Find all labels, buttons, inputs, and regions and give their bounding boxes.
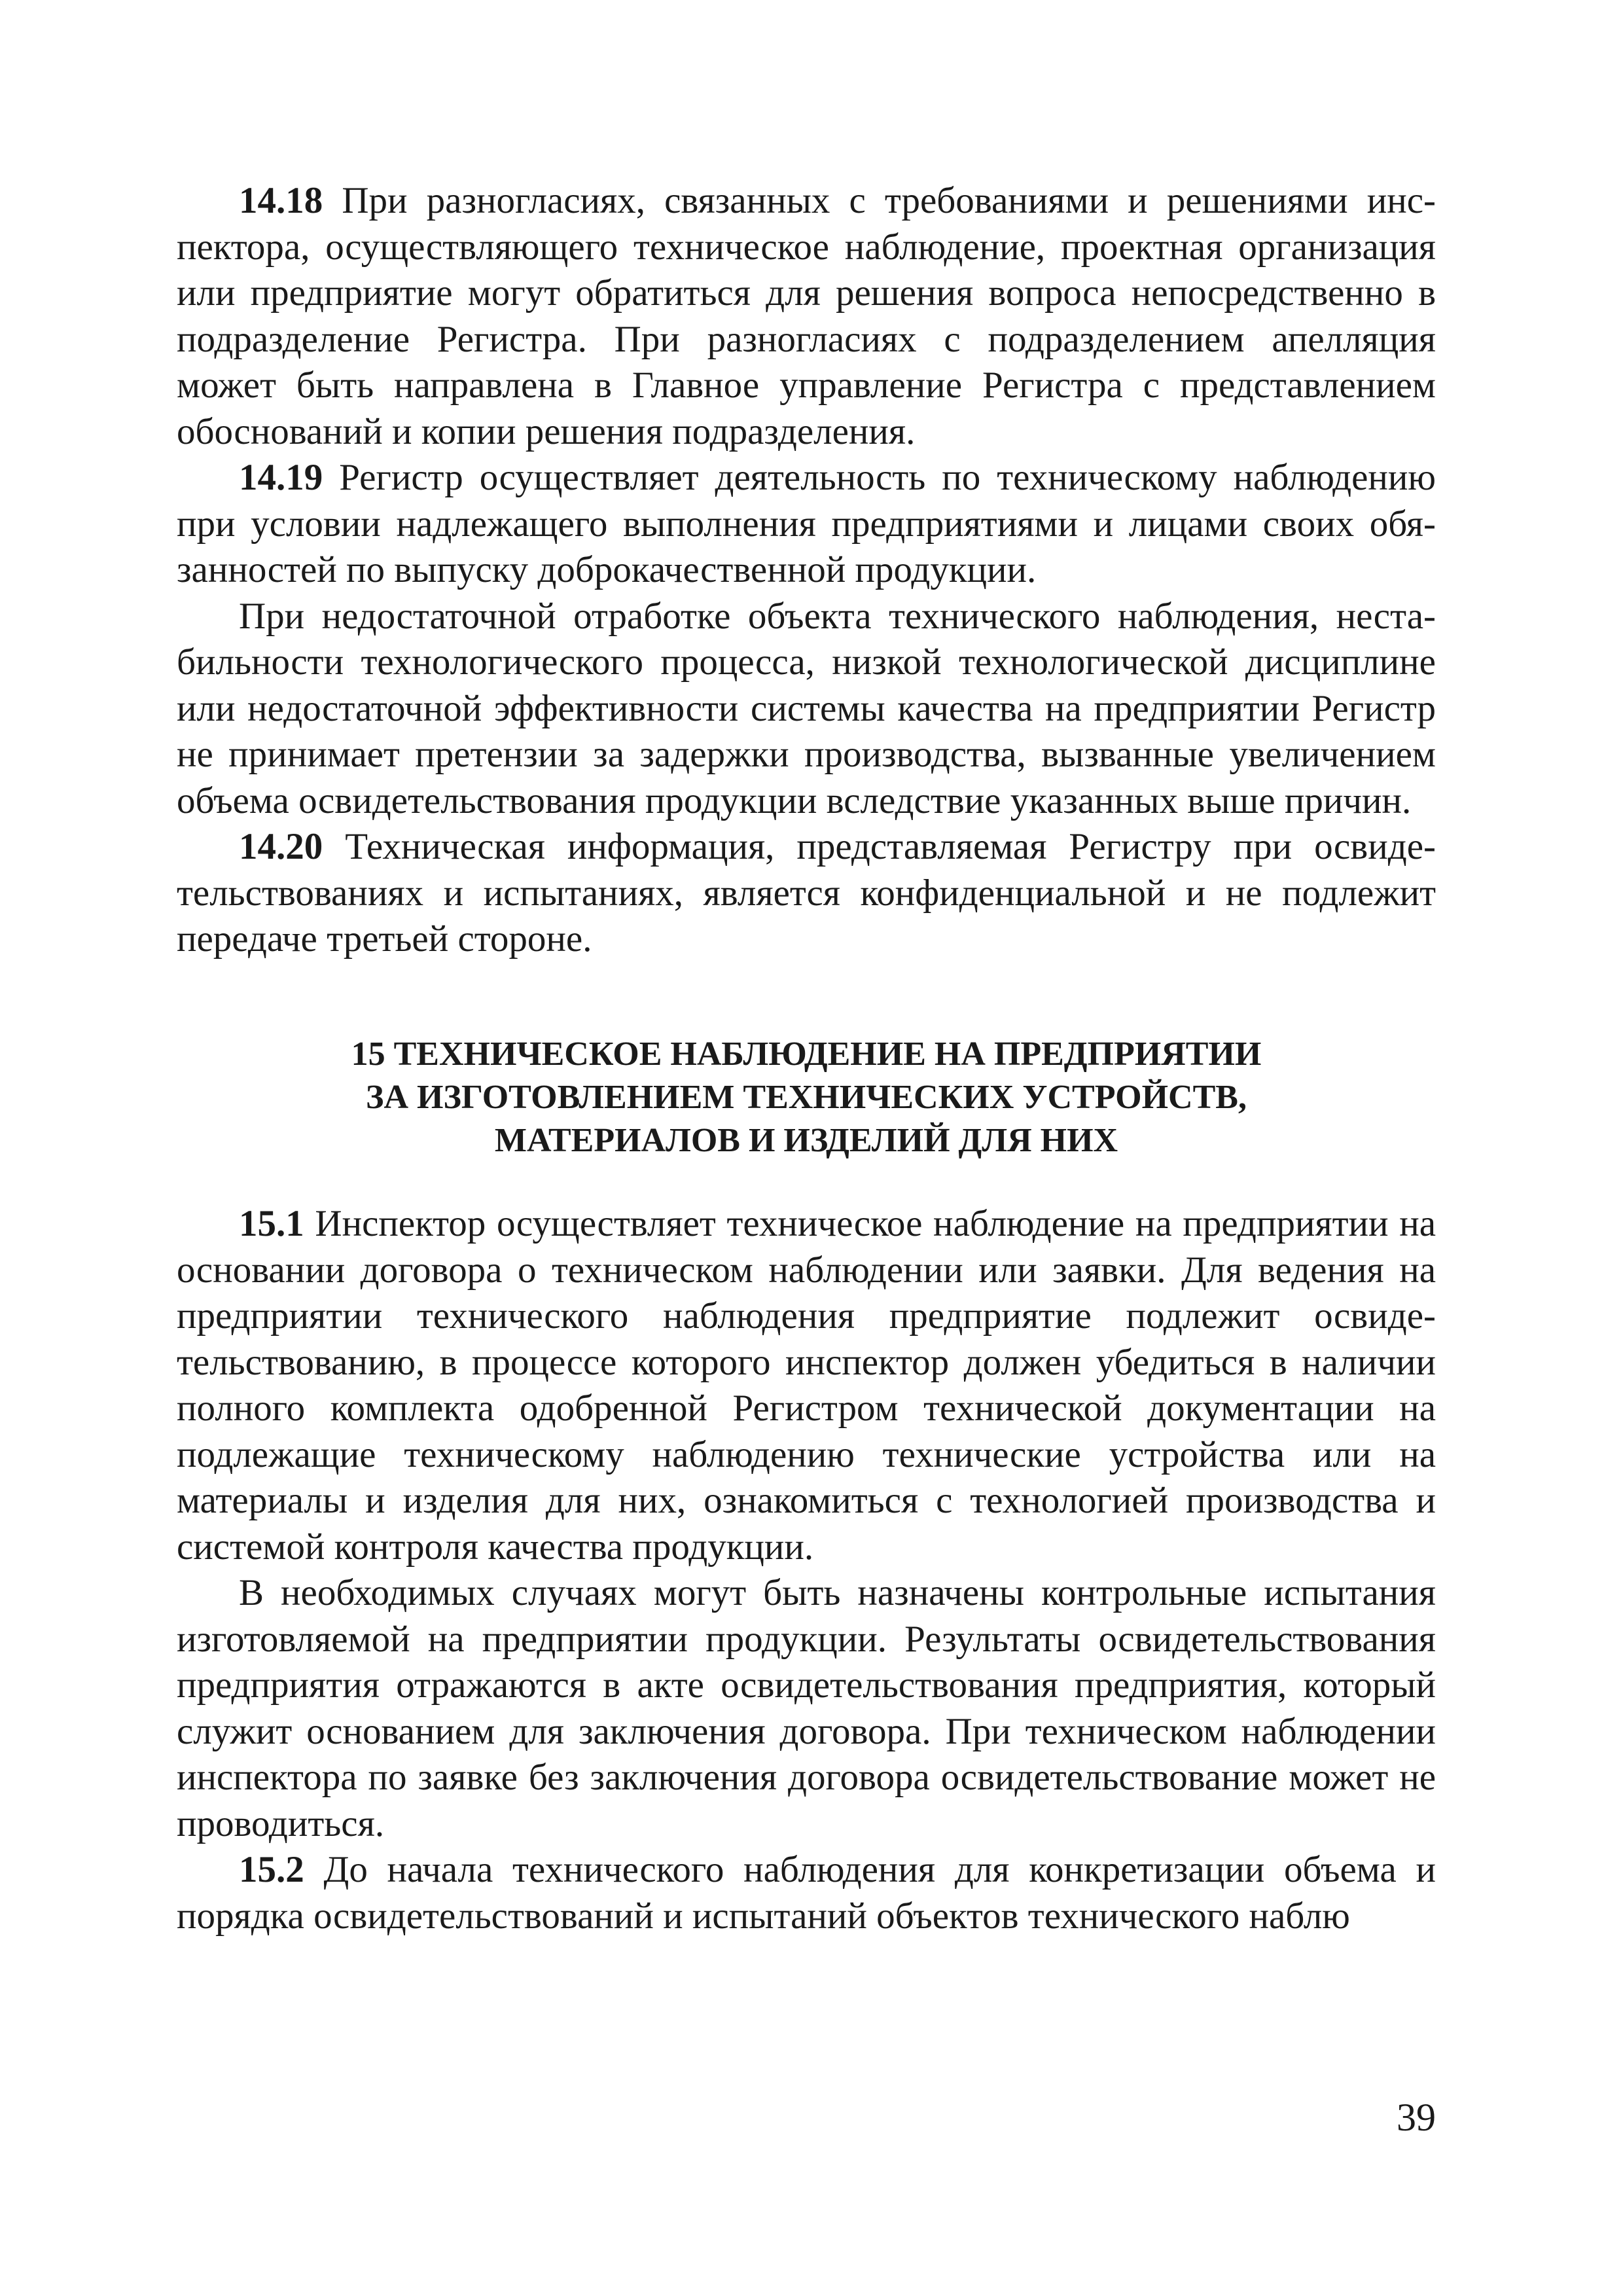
clause-number: 14.18 <box>239 180 323 221</box>
clause-number: 14.19 <box>239 457 323 498</box>
section-heading-line: 15 ТЕХНИЧЕСКОЕ НАБЛЮДЕНИЕ НА ПРЕДПРИЯТИИ <box>351 1035 1262 1073</box>
paragraph-15-1 <box>177 1201 1436 1570</box>
clause-number: 14.20 <box>239 826 323 867</box>
paragraph-text: Регистр осуществляет деятельность по техническому наблюдению при условии надлежащего выполнения предприятиями и лицами своих обязанностей по выпуску доброкачественной продукции. <box>177 457 1436 590</box>
paragraph-text: При разногласиях, связанных с требованиями и решениями инспектора, осуществляющего техническое наблюдение, проектная организация или предприятие могут обратиться для решения вопроса непосредственно в подразделение Регистра. При разногласиях с подразделением апелляция может быть направлена в Главное управление Регистра с представлением обоснований и копии решения подразделения. <box>177 180 1436 452</box>
paragraph-text: В необходимых случаях могут быть назначены контрольные испытания изготовляемой на предприятии продукции. Результаты освидетельствования предприятия отражаются в акте освидетельствования предприятия, который служит основанием для заключения договора. При техническом наблюдении инспектора по заявке без заключения договора освидетельствование может не проводиться. <box>177 1572 1436 1844</box>
paragraph-text: При недостаточной отработке объекта технического наблюдения, нестабильности технологического процесса, низкой технологической дисциплине или недостаточной эффективности системы качества на предприятии Регистр не принимает претензии за задержки производства, вызванные увеличением объема освидетельствования продукции вследствие указанных выше причин. <box>177 595 1436 821</box>
clause-number: 15.1 <box>239 1203 304 1244</box>
paragraph-14-20 <box>177 824 1436 963</box>
paragraph-14-18 <box>177 178 1436 455</box>
clause-number: 15.2 <box>239 1849 304 1890</box>
paragraph-text: Инспектор осуществляет техническое наблюдение на предприятии на основании договора о техническом наблюдении или заявки. Для ведения на предприятии технического наблюдения предприятие подлежит освидетельствованию, в процессе которого инспектор должен убедиться в наличии полного комплекта одобренной Регистром технической документации на подлежащие техническому наблюдению технические устройства или на материалы и изделия для них, ознакомиться с технологией производства и системой контроля качества продукции. <box>177 1203 1436 1568</box>
paragraph-15-1-continued <box>177 1570 1436 1847</box>
section-heading-line: ЗА ИЗГОТОВЛЕНИЕМ ТЕХНИЧЕСКИХ УСТРОЙСТВ, <box>366 1079 1247 1116</box>
paragraph-text: До начала технического наблюдения для конкретизации объема и порядка освидетельствований и испытаний объектов технического наблю <box>177 1849 1436 1937</box>
paragraph-text: Техническая информация, представляемая Регистру при освидетельствованиях и испытаниях, является конфиденциальной и не подлежит передаче третьей стороне. <box>177 826 1436 960</box>
page-number: 39 <box>1397 2096 1436 2139</box>
paragraph-15-2 <box>177 1847 1436 1939</box>
paragraph-14-19 <box>177 455 1436 594</box>
section-heading <box>177 1033 1436 1162</box>
text-block-section-15 <box>177 1201 1436 1939</box>
paragraph-14-19-continued <box>177 594 1436 825</box>
section-heading-line: МАТЕРИАЛОВ И ИЗДЕЛИЙ ДЛЯ НИХ <box>494 1122 1118 1159</box>
text-block-section-14 <box>177 178 1436 963</box>
